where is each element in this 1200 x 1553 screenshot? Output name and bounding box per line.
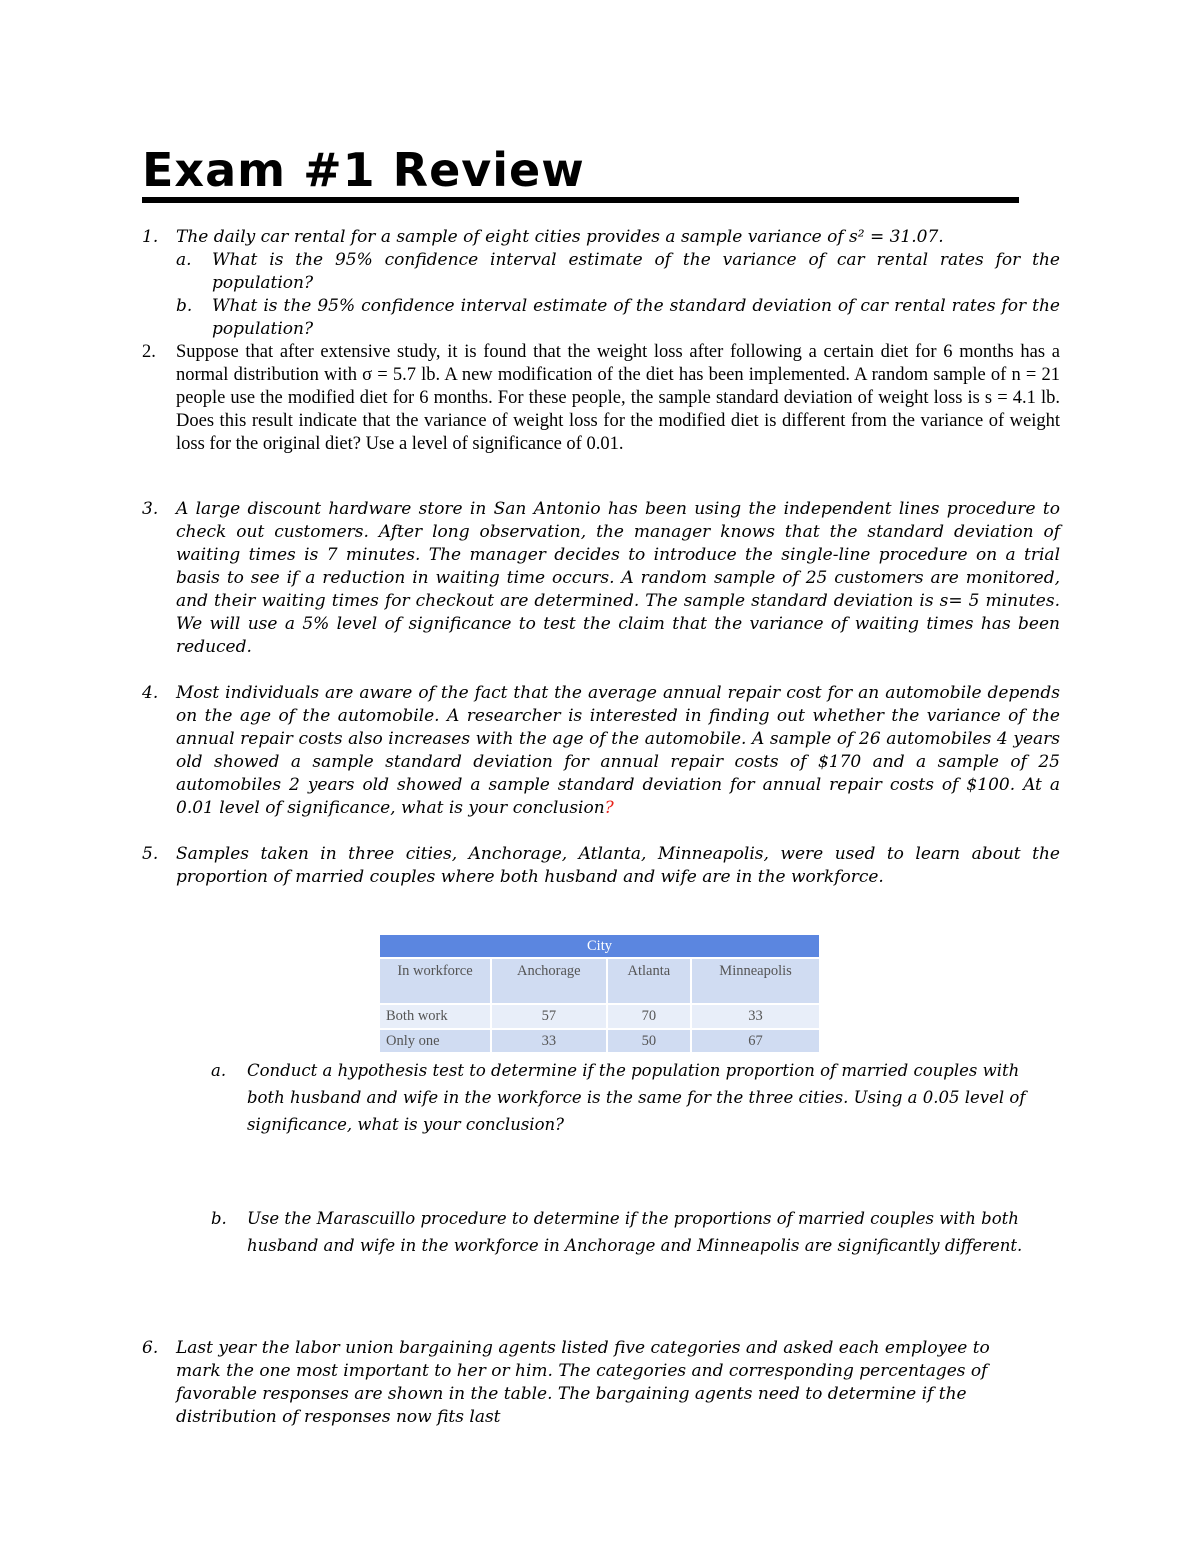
question-number: 2. (142, 342, 156, 362)
subquestion-text: Conduct a hypothesis test to determine if the population proportion of married couples with both husband and wife in the workforce is the same for the three cities. Using a 0.05 level of significance, what is your conclusion? (247, 1061, 1026, 1134)
subquestion-text: What is the 95% confidence interval estimate of the variance of car rental rates for the population? (212, 250, 1060, 293)
subquestion-5a (211, 1057, 1061, 1138)
table-cell: 33 (691, 1004, 820, 1029)
table-cell: 70 (607, 1004, 691, 1029)
table-row (379, 1004, 820, 1029)
row-label: Only one (379, 1029, 491, 1053)
question-1 (142, 226, 1060, 341)
question-text: The daily car rental for a sample of eight cities provides a sample variance of s² = 31.07. (176, 227, 944, 247)
question-text: A large discount hardware store in San Antonio has been using the independent lines procedure to check out customers. After long observation, the manager knows that the standard deviation of waiting times is 7 minutes. The manager decides to introduce the single-line procedure on a trial basis to see if a reduction in waiting time occurs. A random sample of 25 customers are monitored, and their waiting times for checkout are determined. The sample standard deviation is s= 5 minutes. We will use a 5% level of significance to test the claim that the variance of waiting times has been reduced. (176, 499, 1060, 657)
table-header-city: City (379, 934, 820, 958)
table-cell: 50 (607, 1029, 691, 1053)
title-underline (142, 197, 1019, 203)
row-label: Both work (379, 1004, 491, 1029)
question-number: 5. (142, 844, 159, 864)
subquestion-text: What is the 95% confidence interval estimate of the standard deviation of car rental rates for the population? (212, 296, 1060, 339)
question-3 (142, 498, 1060, 659)
question-5 (142, 843, 1060, 889)
subquestion-text: Use the Marascuillo procedure to determine if the proportions of married couples with both husband and wife in the workforce in Anchorage and Minneapolis are significantly different. (247, 1209, 1023, 1255)
question-body: Most individuals are aware of the fact that the average annual repair cost for an automobile depends on the age of the automobile. A researcher is interested in finding out whether the variance of the annual repair costs also increases with the age of the automobile. A sample of 26 automobiles 4 years old showed a sample standard deviation for annual repair costs of $170 and a sample of 25 automobiles 2 years old showed a sample standard deviation for annual repair costs of $100. At a 0.01 level of significance, what is your conclusion (176, 683, 1060, 818)
question-number: 6. (142, 1338, 159, 1358)
question-number: 4. (142, 683, 159, 703)
subquestion-letter: b. (211, 1209, 227, 1228)
red-question-mark: ? (604, 798, 614, 818)
table-cell: 57 (491, 1004, 607, 1029)
table-row (379, 1029, 820, 1053)
question-text: Suppose that after extensive study, it is found that the weight loss after following a certain diet for 6 months has a normal distribution with σ = 5.7 lb. A new modification of the diet has been implemented. A random sample of n = 21 people use the modified diet for 6 months. For these people, the sample standard deviation of weight loss is s = 4.1 lb. Does this result indicate that the variance of weight loss for the modified diet is different from the variance of weight loss for the original diet? Use a level of significance of 0.01. (176, 342, 1060, 454)
subquestion-letter: b. (176, 296, 193, 316)
table-cell: 67 (691, 1029, 820, 1053)
table-header-row (379, 934, 820, 958)
table-cell: 33 (491, 1029, 607, 1053)
column-header-minneapolis: Minneapolis (691, 958, 820, 1004)
question-2 (142, 341, 1060, 456)
question-number: 3. (142, 499, 159, 519)
question-text: Last year the labor union bargaining agents listed five categories and asked each employee to mark the one most important to her or him. The categories and corresponding percentages of favorable responses are shown in the table. The bargaining agents need to determine if the distribution of responses now fits last (176, 1338, 990, 1427)
page-title: Exam #1 Review (142, 143, 585, 197)
question-4 (142, 682, 1060, 820)
question-text: Samples taken in three cities, Anchorage, Atlanta, Minneapolis, were used to learn about the proportion of married couples where both husband and wife are in the workforce. (176, 844, 1060, 887)
subquestion-letter: a. (176, 250, 192, 270)
question-text (176, 682, 1060, 820)
subquestion-5b (211, 1205, 1061, 1259)
city-workforce-table (378, 933, 821, 1054)
subquestion-a (176, 249, 1060, 295)
table-column-header-row (379, 958, 820, 1004)
row-label-header: In workforce (379, 958, 491, 1004)
question-number: 1. (142, 227, 159, 247)
column-header-atlanta: Atlanta (607, 958, 691, 1004)
column-header-anchorage: Anchorage (491, 958, 607, 1004)
subquestion-b (176, 295, 1060, 341)
question-6 (142, 1337, 1032, 1429)
subquestion-letter: a. (211, 1061, 227, 1080)
